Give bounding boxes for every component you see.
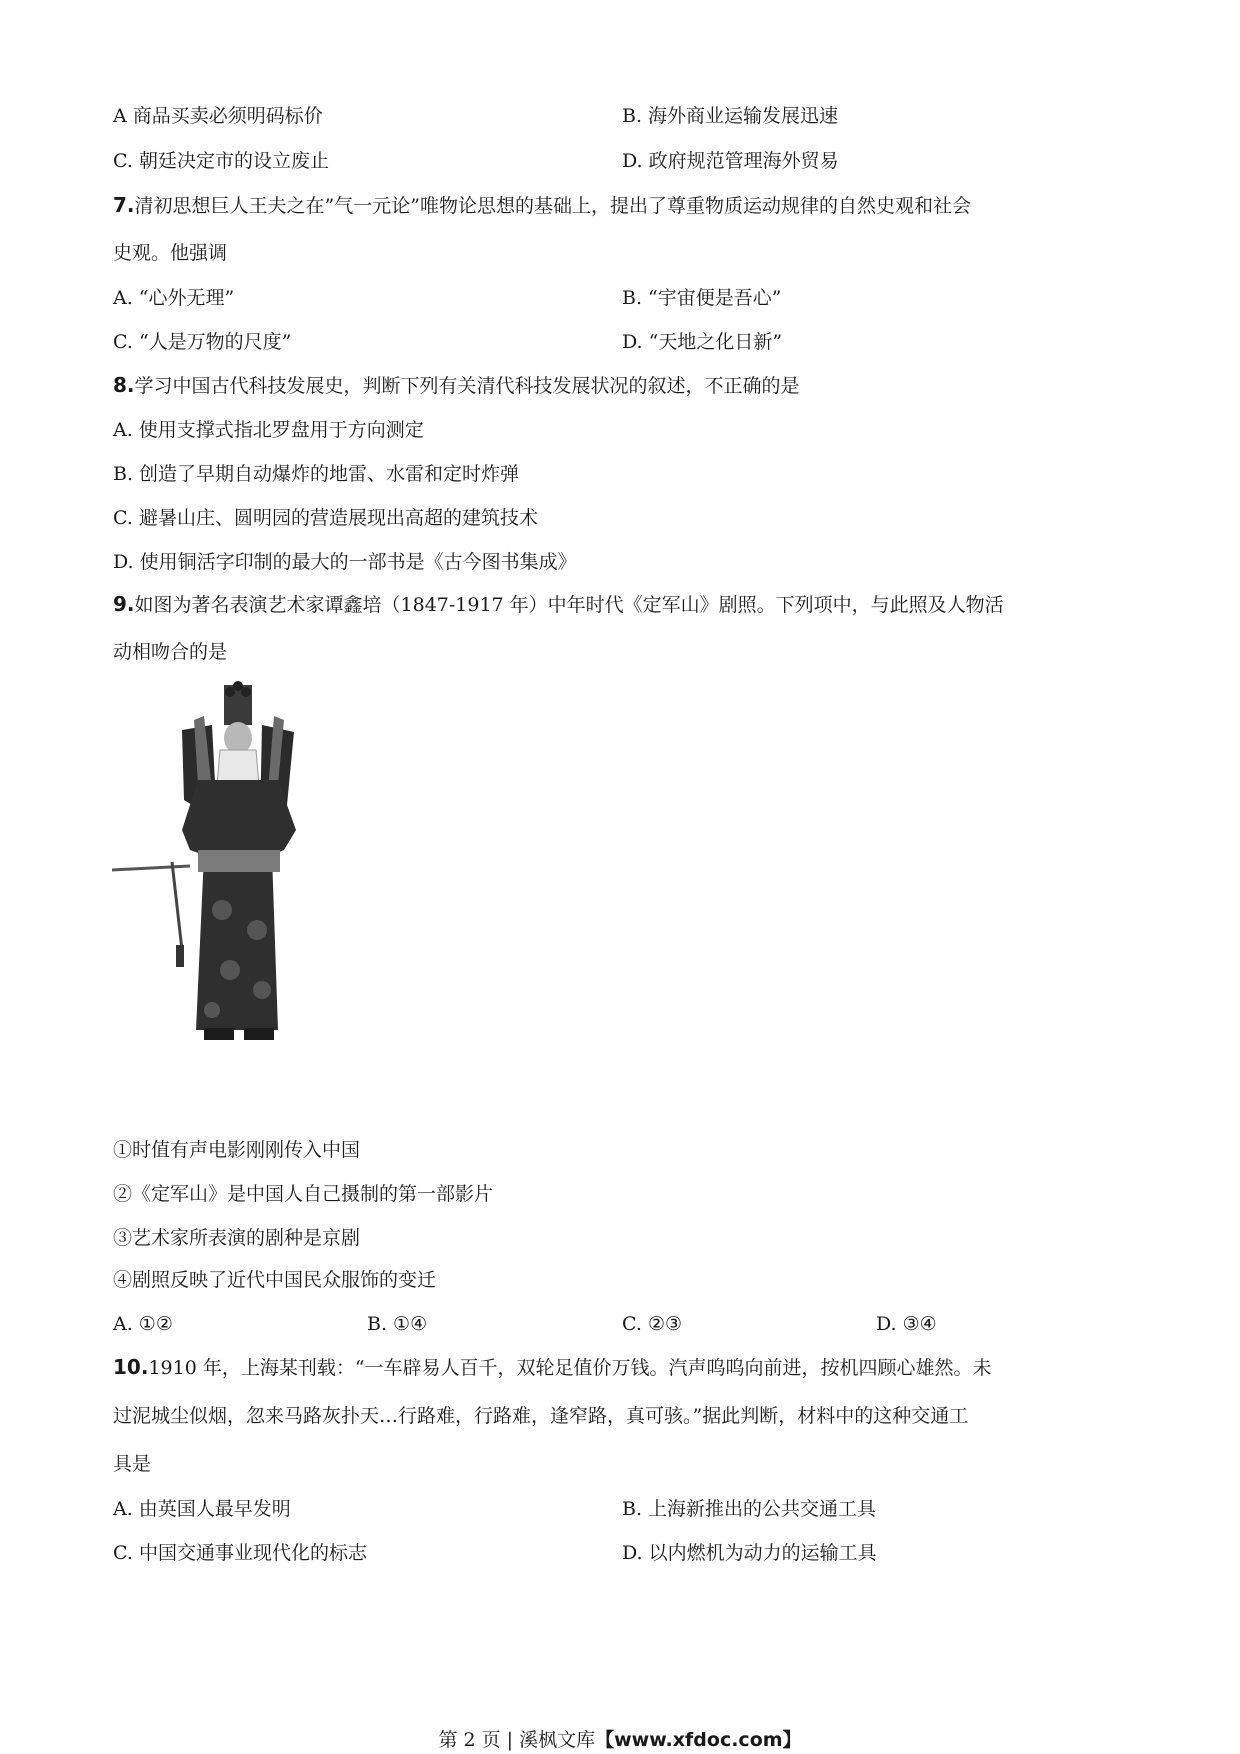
q8-option-c: C. 避暑山庄、圆明园的营造展现出高超的建筑技术 (113, 507, 538, 529)
q10-option-c: C. 中国交通事业现代化的标志 (113, 1542, 367, 1564)
q6-option-d: D. 政府规范管理海外贸易 (622, 150, 839, 172)
q6-option-a: A 商品买卖必须明码标价 (113, 105, 323, 127)
q8-stem-text: 学习中国古代科技发展史，判断下列有关清代科技发展状况的叙述，不正确的是 (134, 375, 800, 397)
q7-option-d: D. “天地之化日新” (622, 331, 783, 353)
q9-stem-line2: 动相吻合的是 (113, 641, 228, 663)
q7-option-c: C. “人是万物的尺度” (113, 331, 292, 353)
q9-stem (113, 591, 1004, 618)
q7-option-b: B. “宇宙便是吾心” (622, 287, 782, 309)
q9-item-3: ③艺术家所表演的剧种是京剧 (113, 1227, 361, 1249)
q9-option-a: A. ①② (113, 1313, 173, 1335)
q8-number: 8. (113, 373, 135, 397)
q8-option-b: B. 创造了早期自动爆炸的地雷、水雷和定时炸弹 (113, 463, 520, 485)
q8-option-a: A. 使用支撑式指北罗盘用于方向测定 (113, 419, 424, 441)
q7-stem-line1: 清初思想巨人王夫之在”气一元论”唯物论思想的基础上，提出了尊重物质运动规律的自然史观和社会 (134, 195, 971, 217)
q6-option-b: B. 海外商业运输发展迅速 (622, 105, 839, 127)
q9-option-c: C. ②③ (622, 1313, 683, 1335)
q10-option-a: A. 由英国人最早发明 (113, 1498, 291, 1520)
page-footer (0, 1728, 1240, 1752)
q7-stem (113, 192, 971, 219)
q9-item-2: ②《定军山》是中国人自己摄制的第一部影片 (113, 1183, 494, 1205)
q9-option-d: D. ③④ (876, 1313, 937, 1335)
footer-site-link[interactable]: 【www.xfdoc.com】 (595, 1729, 802, 1751)
q10-stem-line3: 具是 (113, 1453, 152, 1475)
q10-number: 10. (113, 1355, 149, 1379)
q9-option-b: B. ①④ (367, 1313, 428, 1335)
q10-stem (113, 1354, 992, 1381)
q10-stem-line2: 过泥城尘似烟，忽来马路灰扑天…行路难，行路难，逢窄路，真可骇。”据此判断，材料中的这种交通工 (113, 1405, 969, 1427)
q7-stem-line2: 史观。他强调 (113, 242, 228, 264)
q9-stem-line1: 如图为著名表演艺术家谭鑫培（1847-1917 年）中年时代《定军山》剧照。下列项中，与此照及人物活 (134, 594, 1004, 616)
q8-option-d: D. 使用铜活字印制的最大的一部书是《古今图书集成》 (113, 551, 577, 573)
q7-number: 7. (113, 193, 135, 217)
q10-stem-line1: 1910 年，上海某刊载：“一车辟易人百千，双轮足值价万钱。汽声呜呜向前进，按机四顾心雄然。未 (148, 1357, 992, 1379)
q8-stem (113, 372, 800, 399)
q6-option-c: C. 朝廷决定市的设立废止 (113, 150, 329, 172)
q9-number: 9. (113, 592, 135, 616)
opera-performer-photo (112, 680, 332, 1045)
footer-page-label: 第 2 页 | 溪枫文库 (438, 1729, 596, 1751)
q9-item-1: ①时值有声电影刚刚传入中国 (113, 1139, 361, 1161)
q10-option-b: B. 上海新推出的公共交通工具 (622, 1498, 877, 1520)
q10-option-d: D. 以内燃机为动力的运输工具 (622, 1542, 877, 1564)
q9-item-4: ④剧照反映了近代中国民众服饰的变迁 (113, 1269, 437, 1291)
q7-option-a: A. “心外无理” (113, 287, 235, 309)
